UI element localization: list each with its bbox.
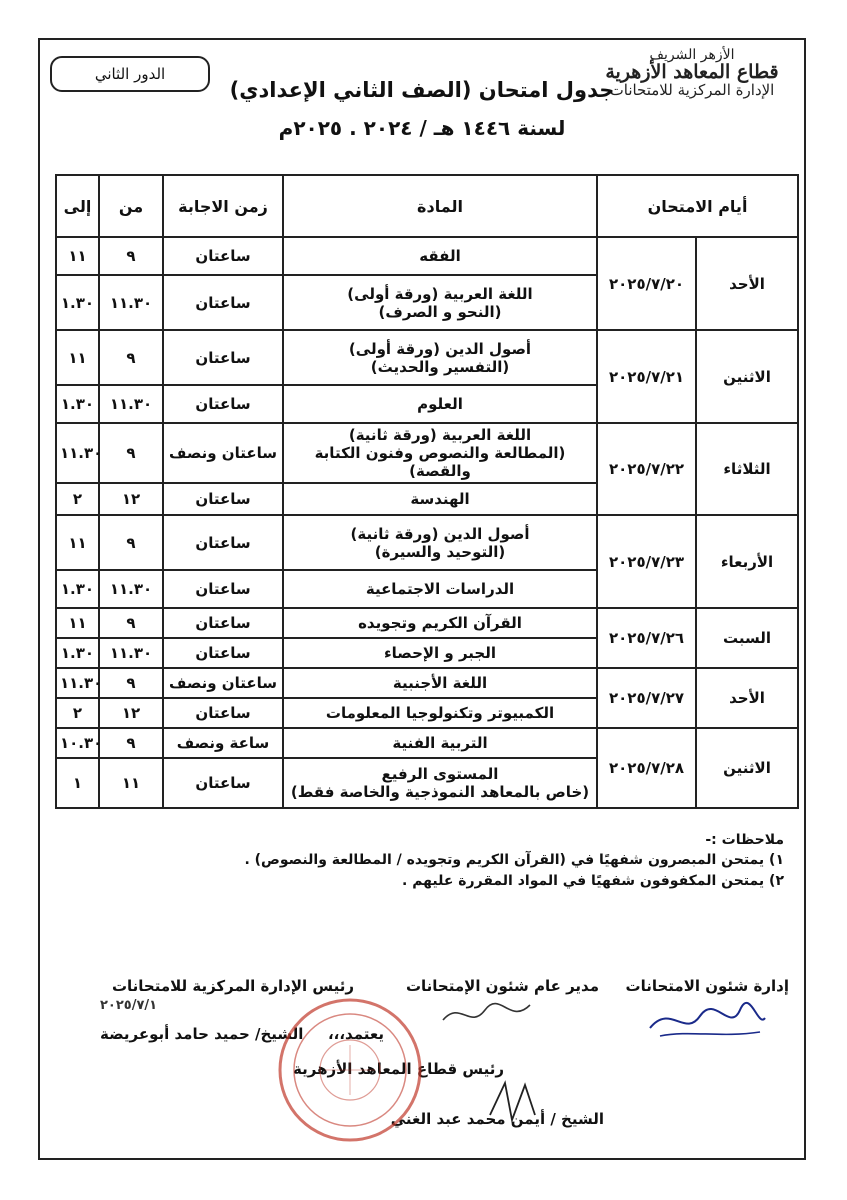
date-cell: ٢٠٢٥/٧/٢٨ (597, 728, 696, 808)
date-cell: ٢٠٢٥/٧/٢٦ (597, 608, 696, 668)
logo-line-2: قطاع المعاهد الأزهرية (605, 60, 779, 83)
from-cell: ٩ (99, 515, 163, 570)
subject-cell (283, 423, 597, 483)
day-cell: السبت (696, 608, 798, 668)
subject-line: (خاص بالمعاهد النموذجية والخاصة فقط) (290, 783, 590, 801)
subject-line: (المطالعة والنصوص وفنون الكتابة والقصة) (314, 444, 566, 480)
date-cell: ٢٠٢٥/٧/٢٠ (597, 237, 696, 330)
subject-cell (283, 330, 597, 385)
from-cell: ١١.٣٠ (99, 385, 163, 423)
from-cell: ٩ (99, 728, 163, 758)
to-cell: ٢ (56, 483, 99, 515)
subject-line: الفقه (419, 247, 461, 265)
duration-cell: ساعتان (163, 698, 283, 728)
subject-line: الجبر و الإحصاء (383, 644, 496, 662)
duration-cell: ساعتان ونصف (163, 668, 283, 698)
date-cell: ٢٠٢٥/٧/٢٧ (597, 668, 696, 728)
subject-line: اللغة العربية (ورقة ثانية) (348, 426, 532, 444)
subject-cell (283, 758, 597, 808)
header-days: أيام الامتحان (597, 175, 798, 237)
header-subject: المادة (283, 175, 597, 237)
header-to: إلى (56, 175, 99, 237)
duration-cell: ساعتان (163, 237, 283, 275)
official-seal (275, 995, 425, 1145)
subject-cell (283, 515, 597, 570)
day-cell: الأربعاء (696, 515, 798, 608)
to-cell: ١٠.٣٠ (56, 728, 99, 758)
duration-cell: ساعتان (163, 275, 283, 330)
day-cell: الثلاثاء (696, 423, 798, 515)
from-cell: ١١.٣٠ (99, 570, 163, 608)
duration-cell: ساعتان (163, 570, 283, 608)
subject-line: (التفسير والحديث) (370, 357, 510, 376)
subject-line: التربية الفنية (392, 734, 488, 752)
exam-schedule-document (38, 38, 806, 1160)
subject-cell (283, 385, 597, 423)
to-cell: ١١ (56, 330, 99, 385)
subject-line: (التوحيد والسيرة) (374, 542, 506, 561)
from-cell: ٩ (99, 423, 163, 483)
year-line: لسنة ١٤٤٦ هـ / ٢٠٢٤ . ٢٠٢٥م (278, 116, 566, 140)
from-cell: ٩ (99, 608, 163, 638)
subject-cell (283, 728, 597, 758)
subject-line: المستوى الرفيع (381, 765, 499, 783)
duration-cell: ساعتان (163, 483, 283, 515)
sig-central-head: رئيس الإدارة المركزية للامتحانات (111, 977, 354, 995)
note-item-2: ٢) يمتحن المكفوفون شفهيًا في المواد المقررة عليهم . (402, 872, 784, 889)
from-cell: ٩ (99, 237, 163, 275)
notes-section (64, 830, 784, 891)
day-cell: الاثنين (696, 728, 798, 808)
subject-line: اللغة العربية (ورقة أولى) (347, 284, 533, 303)
table-row (56, 668, 798, 698)
to-cell: ١١ (56, 608, 99, 638)
subject-line: الكمبيوتر وتكنولوجيا المعلومات (325, 704, 555, 722)
to-cell: ١١.٣٠ (56, 423, 99, 483)
duration-cell: ساعتان (163, 758, 283, 808)
date-cell: ٢٠٢٥/٧/٢٣ (597, 515, 696, 608)
subject-line: القرآن الكريم وتجويده (358, 614, 522, 632)
date-cell: ٢٠٢٥/٧/٢١ (597, 330, 696, 423)
subject-cell (283, 237, 597, 275)
subject-line: أصول الدين (ورقة أولى) (348, 339, 532, 358)
to-cell: ١.٣٠ (56, 638, 99, 668)
to-cell: ١.٣٠ (56, 385, 99, 423)
day-cell: الأحد (696, 237, 798, 330)
page-title: جدول امتحان (الصف الثاني الإعدادي) (229, 78, 615, 102)
subject-cell (283, 668, 597, 698)
subject-cell (283, 483, 597, 515)
round-label: الدور الثاني (94, 65, 166, 83)
table-row (56, 330, 798, 385)
duration-cell: ساعتان (163, 330, 283, 385)
to-cell: ١١ (56, 515, 99, 570)
from-cell: ١٢ (99, 698, 163, 728)
subject-line: (النحو و الصرف) (378, 302, 502, 321)
subject-cell (283, 698, 597, 728)
table-row (56, 237, 798, 275)
sig-exam-affairs: إدارة شئون الامتحانات (625, 977, 789, 995)
sig-central-head-name: الشيخ/ حميد حامد أبوعريضة (100, 1025, 304, 1043)
sig-sector-head-name: الشيخ / أيمن محمد عبد الغني (390, 1110, 604, 1128)
table-row (56, 423, 798, 483)
sig-sector-head: رئيس قطاع المعاهد الأزهرية (293, 1060, 504, 1078)
header-from: من (99, 175, 163, 237)
duration-cell: ساعة ونصف (163, 728, 283, 758)
table-row (56, 515, 798, 570)
subject-cell (283, 570, 597, 608)
schedule-table (55, 174, 799, 809)
subject-line: الدراسات الاجتماعية (365, 580, 515, 598)
duration-cell: ساعتان ونصف (163, 423, 283, 483)
signature-scribble-general-manager (435, 995, 545, 1035)
duration-cell: ساعتان (163, 608, 283, 638)
duration-cell: ساعتان (163, 385, 283, 423)
note-item-1: ١) يمتحن المبصرون شفهيًا في (القرآن الكريم وتجويده / المطالعة والنصوص) . (244, 852, 784, 869)
to-cell: ١ (56, 758, 99, 808)
handwritten-date: ٢٠٢٥/٧/١ (100, 998, 158, 1013)
day-cell: الأحد (696, 668, 798, 728)
to-cell: ١.٣٠ (56, 275, 99, 330)
to-cell: ٢ (56, 698, 99, 728)
from-cell: ١١.٣٠ (99, 275, 163, 330)
subject-line: الهندسة (410, 490, 470, 508)
subject-cell (283, 638, 597, 668)
from-cell: ٩ (99, 330, 163, 385)
table-row (56, 728, 798, 758)
from-cell: ١١ (99, 758, 163, 808)
subject-line: اللغة الأجنبية (392, 674, 488, 692)
subject-cell (283, 608, 597, 638)
to-cell: ١١ (56, 237, 99, 275)
subject-line: أصول الدين (ورقة ثانية) (350, 524, 530, 543)
to-cell: ١١.٣٠ (56, 668, 99, 698)
table-header-row (56, 175, 798, 237)
notes-heading: ملاحظات :- (705, 832, 784, 848)
duration-cell: ساعتان (163, 638, 283, 668)
from-cell: ١١.٣٠ (99, 638, 163, 668)
day-cell: الاثنين (696, 330, 798, 423)
logo-line-1: الأزهر الشريف (649, 47, 735, 63)
subject-line: العلوم (417, 395, 463, 413)
from-cell: ٩ (99, 668, 163, 698)
table-row (56, 608, 798, 638)
subject-cell (283, 275, 597, 330)
sig-general-manager: مدير عام شئون الإمتحانات (405, 977, 599, 995)
header-duration: زمن الاجابة (163, 175, 283, 237)
sig-approved: يعتمد،،، (327, 1025, 384, 1043)
to-cell: ١.٣٠ (56, 570, 99, 608)
logo-line-3: الإدارة المركزية للامتحانات (609, 80, 775, 99)
duration-cell: ساعتان (163, 515, 283, 570)
signature-scribble-sector-head (480, 1075, 550, 1130)
signature-scribble-exam-affairs (640, 998, 770, 1043)
date-cell: ٢٠٢٥/٧/٢٢ (597, 423, 696, 515)
from-cell: ١٢ (99, 483, 163, 515)
